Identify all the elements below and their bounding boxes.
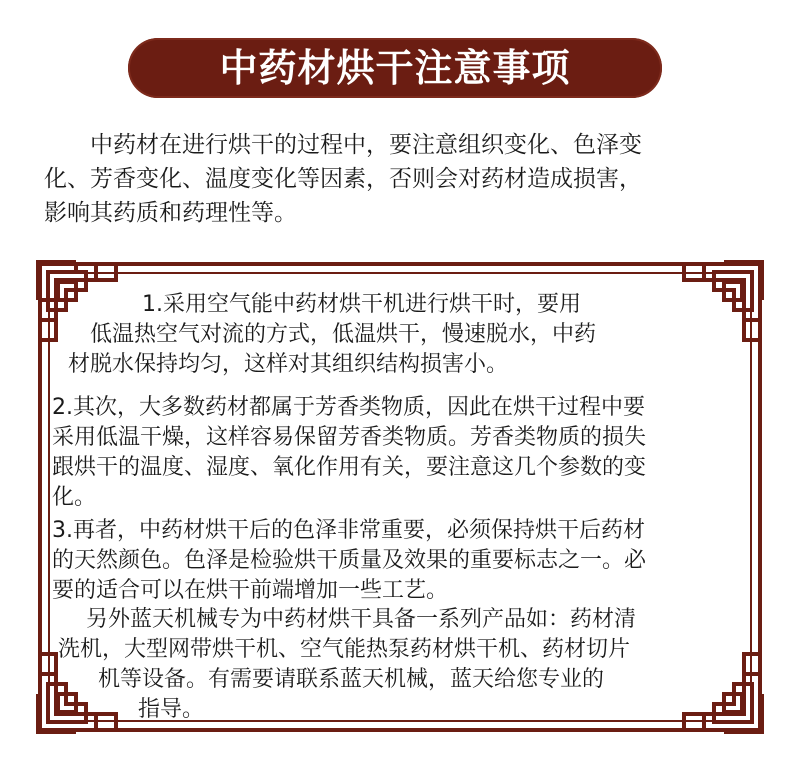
point-3-line: 要的适合可以在烘干前端增加一些工艺。 (52, 578, 449, 603)
point-1-line: 材脱水保持均匀，这样对其组织结构损害小。 (68, 352, 509, 377)
title-banner (128, 38, 662, 98)
closing-line: 另外蓝天机械专为中药材烘干具备一系列产品如：药材清 (86, 607, 637, 632)
closing-line: 指导。 (138, 697, 205, 722)
point-3-paragraph (52, 516, 762, 606)
intro-line: 化、芳香变化、温度变化等因素，否则会对药材造成损害， (44, 166, 642, 192)
point-1-line: 1.采用空气能中药材烘干机进行烘干时，要用 (142, 292, 581, 317)
closing-paragraph (58, 605, 748, 725)
closing-line: 机等设备。有需要请联系蓝天机械，蓝天给您专业的 (98, 667, 605, 692)
closing-line: 洗机，大型网带烘干机、空气能热泵药材烘干机、药材切片 (58, 637, 631, 662)
point-1-line: 低温热空气对流的方式，低温烘干，慢速脱水，中药 (90, 322, 597, 347)
point-2-line: 跟烘干的温度、湿度、氧化作用有关，要注意这几个参数的变 (52, 455, 647, 480)
intro-paragraph (44, 128, 764, 230)
intro-line: 影响其药质和药理性等。 (44, 200, 297, 226)
point-2-line: 2.其次，大多数药材都属于芳香类物质，因此在烘干过程中要 (52, 395, 645, 420)
point-3-line: 3.再者，中药材烘干后的色泽非常重要，必须保持烘干后药材 (52, 518, 645, 543)
point-1-paragraph (60, 290, 720, 380)
point-2-line: 采用低温干燥，这样容易保留芳香类物质。芳香类物质的损失 (52, 425, 647, 450)
intro-line: 中药材在进行烘干的过程中，要注意组织变化、色泽变 (90, 132, 642, 158)
point-2-paragraph (52, 393, 762, 513)
point-2-line: 化。 (52, 485, 97, 510)
page-title: 中药材烘干注意事项 (219, 46, 571, 90)
point-3-line: 的天然颜色。色泽是检验烘干质量及效果的重要标志之一。必 (52, 548, 647, 573)
